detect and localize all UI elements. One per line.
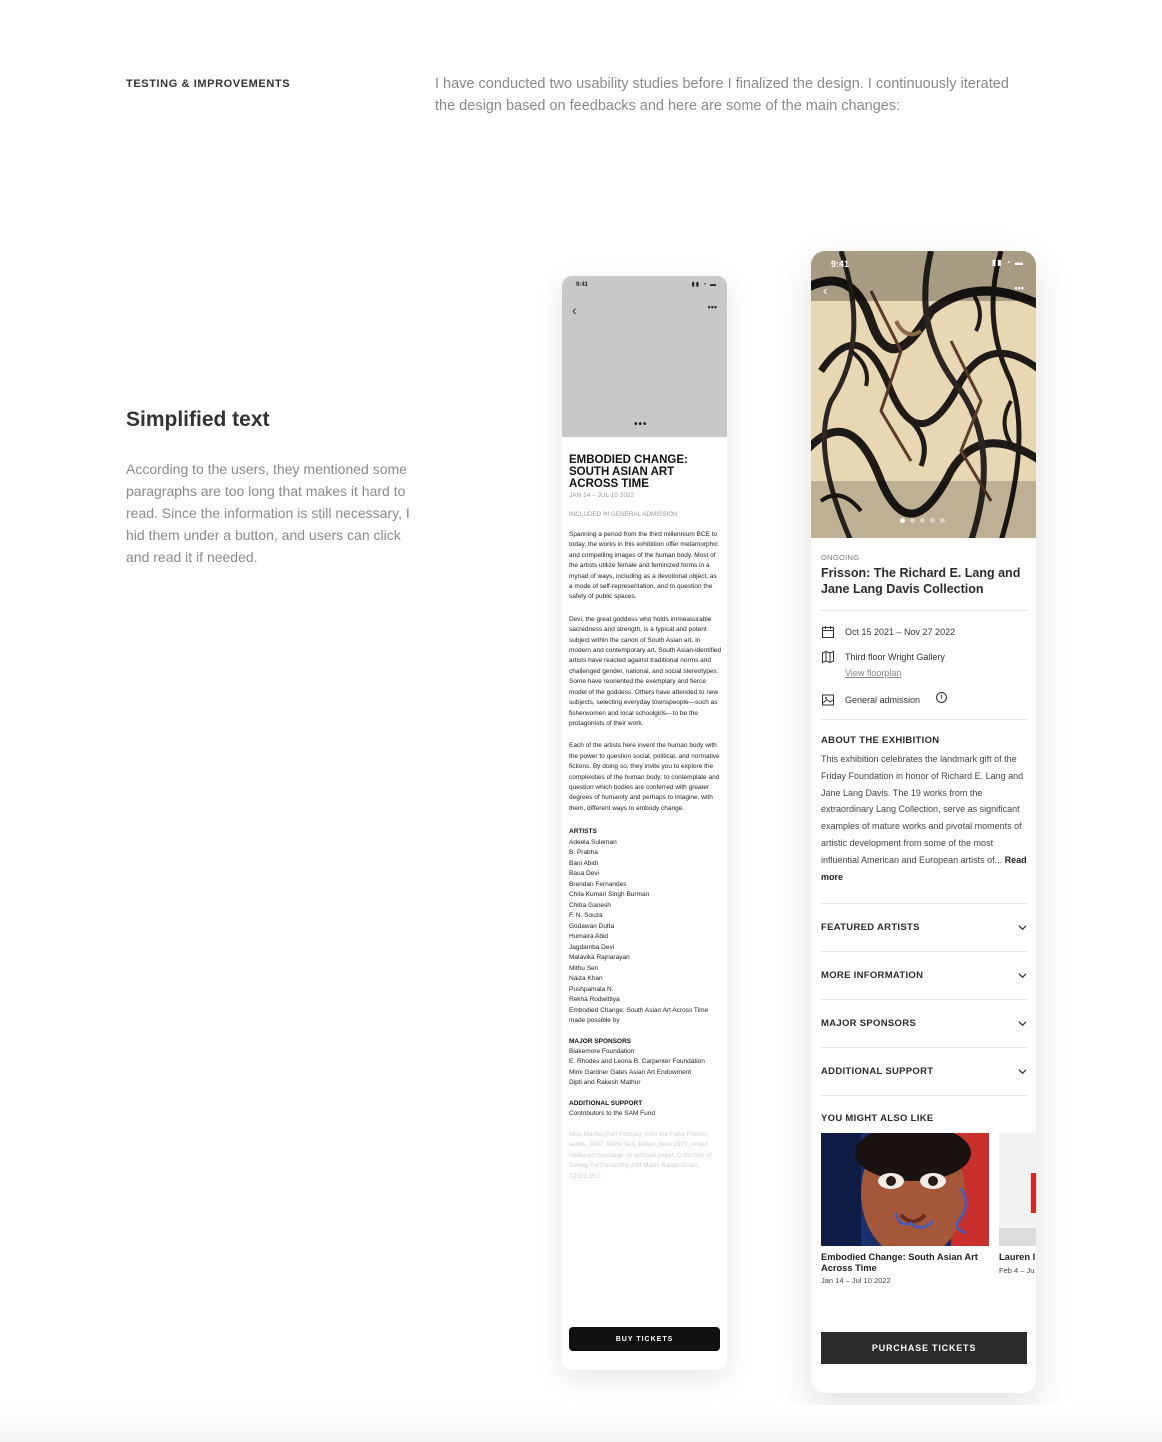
buy-tickets-button[interactable]: BUY TICKETS <box>569 1327 720 1351</box>
gallery-location: Third floor Wright Gallery <box>845 652 945 662</box>
old-list-item: Humaira Abid <box>569 933 609 941</box>
about-body: This exhibition celebrates the landmark gift of the Friday Foundation in honor of Richard E. Lang and Jane Lang Davis. The 19 works from the extraordinary Lang Collection, serve as significant examples of mature works and pivotal moments of artistic development from some of the most influential American and European artists of... <box>821 754 1024 865</box>
old-list-item: Blakemore Foundation <box>569 1047 635 1055</box>
chevron-down-icon <box>1018 923 1027 932</box>
old-list-item: F. N. Souza <box>569 912 603 920</box>
about-text <box>821 751 1027 885</box>
location-row <box>821 649 1027 665</box>
page-dot[interactable] <box>940 518 945 523</box>
status-badge: ONGOING <box>821 553 860 562</box>
recommendation-card[interactable] <box>821 1133 989 1285</box>
old-list-item: Godawari Dutta <box>569 922 615 930</box>
chevron-down-icon <box>1018 971 1027 980</box>
change-heading: Simplified text <box>126 408 270 431</box>
status-icons: ▮▮ ◔ ▬ <box>691 282 717 288</box>
back-icon[interactable]: ‹ <box>823 283 828 298</box>
old-list-item: B. Prabha <box>569 849 598 857</box>
old-list-item: Jagdamba Devi <box>569 943 615 951</box>
card-image <box>999 1133 1036 1246</box>
old-artists-list <box>569 838 722 1027</box>
accordion-major-sponsors[interactable] <box>821 1000 1027 1047</box>
admission-type: General admission <box>845 695 921 705</box>
card-date: Jan 14 – Jul 10 2022 <box>821 1276 891 1286</box>
accordion-featured-artists[interactable] <box>821 904 1027 951</box>
old-hero-placeholder <box>562 276 727 437</box>
back-icon[interactable]: ‹ <box>572 302 577 318</box>
old-exhibition-dates: JAN 14 – JUL 10 2022 <box>569 492 635 499</box>
old-list-item: Brendan Fernandes <box>569 880 627 888</box>
bottom-fade <box>0 1405 1162 1442</box>
calendar-icon <box>821 625 835 639</box>
dates-row <box>821 624 1027 640</box>
carousel-dots-icon: ••• <box>634 419 648 430</box>
old-list-item: Baua Devi <box>569 870 599 878</box>
status-time: 9:41 <box>576 282 589 288</box>
old-sponsors-list <box>569 1047 722 1089</box>
exhibition-title: Frisson: The Richard E. Lang and Jane Lang Davis Collection <box>821 566 1021 596</box>
accordion-label: ADDITIONAL SUPPORT <box>821 1066 934 1078</box>
exhibition-dates: Oct 15 2021 – Nov 27 2022 <box>845 627 956 637</box>
old-list-item: Mimi Gardner Gates Asian Art Endowment <box>569 1068 692 1076</box>
status-icons: ▮▮ ◔ ▬ <box>991 258 1024 267</box>
chevron-down-icon <box>1018 1019 1027 1028</box>
old-list-item: made possible by <box>569 1017 620 1025</box>
old-list-item: Naiza Khan <box>569 975 603 983</box>
admission-row <box>821 692 1027 708</box>
accordion-additional-support[interactable] <box>821 1048 1027 1095</box>
old-list-item: Chila Kumari Singh Burman <box>569 891 650 899</box>
old-list-item: E. Rhodes and Leona B. Carpenter Foundation <box>569 1058 705 1066</box>
carousel-pagination[interactable] <box>900 518 945 523</box>
old-list-item: Pushpamala N. <box>569 985 614 993</box>
old-list-item: Malavika Rajnarayan <box>569 954 630 962</box>
accordion-label: MAJOR SPONSORS <box>821 1018 916 1030</box>
old-list-item: Rekha Rodwittiya <box>569 996 620 1004</box>
old-sponsors-heading: MAJOR SPONSORS <box>569 1037 632 1045</box>
card-title: Lauren I <box>999 1252 1036 1263</box>
old-list-item: Dipti and Rakesh Mathur <box>569 1079 641 1087</box>
old-list-item: Contributors to the SAM Fund <box>569 1110 655 1118</box>
card-image <box>821 1133 989 1246</box>
purchase-tickets-button[interactable]: PURCHASE TICKETS <box>821 1332 1027 1364</box>
map-icon <box>821 650 835 664</box>
more-icon[interactable]: ••• <box>1014 283 1024 293</box>
page-dot[interactable] <box>910 518 915 523</box>
page-dot[interactable] <box>920 518 925 523</box>
accordion-more-information[interactable] <box>821 952 1027 999</box>
recommendation-card[interactable] <box>999 1133 1036 1275</box>
page-dot[interactable] <box>930 518 935 523</box>
chevron-down-icon <box>1018 1067 1027 1076</box>
page-dot-active[interactable] <box>900 518 905 523</box>
old-list-item: Adeela Suleman <box>569 838 617 846</box>
old-image-caption: Miss Macho (Self Portrait), from the False Friends series, 2007, Mithu Sen, Indian, born 1971, mixed media photocollage on archival paper, Collection of Sanjay Parthasarathy and Malini Balakrishnan, T2021.15.2 <box>569 1130 712 1180</box>
old-paragraph: Each of the artists here invent the human body with the power to question social, political, and normative fictions. By doing so, they invite you to explore the complexities of the human body: to contemplate and question which bodies are conferred with greater degrees of humanity and perhaps to imagine, with them, different ways to embody change. <box>569 742 720 812</box>
old-list-item: Embodied Change: South Asian Art Across Time <box>569 1006 709 1014</box>
ticket-image-icon <box>821 693 835 707</box>
section-label: TESTING & IMPROVEMENTS <box>126 78 291 90</box>
old-support-list <box>569 1109 722 1120</box>
accordion-label: FEATURED ARTISTS <box>821 922 920 934</box>
old-paragraph: Devi, the great goddess who holds immeasurable sacredness and strength, is a typical and potent subject within the canon of South Asian art. In modern and contemporary art, South Asian-identified artists have reacted against traditional norms and challenged gender, national, and social stereotypes. Some have reoriented the exemplary and fierce model of the goddess. Others have attended to new subjects, selecting everyday townspeople—such as fisherwomen and local schoolgirls—to be the protagonists of their work. <box>569 615 722 727</box>
accordion-label: MORE INFORMATION <box>821 970 924 982</box>
about-heading: ABOUT THE EXHIBITION <box>821 735 940 746</box>
card-title: Embodied Change: South Asian Art Across Time <box>821 1252 978 1273</box>
old-list-item: Mithu Sen <box>569 964 599 972</box>
old-admission-note: INCLUDED IN GENERAL ADMISSION <box>569 511 678 518</box>
more-icon[interactable]: ••• <box>707 302 717 312</box>
old-support-heading: ADDITIONAL SUPPORT <box>569 1099 643 1107</box>
intro-text: I have conducted two usability studies before I finalized the design. I continuously iterated the design based on feedbacks and here are some of the main changes: <box>435 76 1009 114</box>
view-floorplan-link[interactable]: View floorplan <box>845 668 902 678</box>
old-list-item: Bani Abidi <box>569 859 598 867</box>
old-exhibition-title: EMBODIED CHANGE: SOUTH ASIAN ART ACROSS TIME <box>569 454 688 490</box>
status-time: 9:41 <box>831 259 850 269</box>
new-phone-mockup <box>811 251 1036 1393</box>
also-like-heading: YOU MIGHT ALSO LIKE <box>821 1113 934 1125</box>
old-list-item: Chitra Ganesh <box>569 901 611 909</box>
change-description: According to the users, they mentioned some paragraphs are too long that makes it hard to read. Since the information is still necessary, I hid them under a button, and users can click and read it if needed. <box>126 461 410 565</box>
recommendation-carousel[interactable] <box>821 1133 1036 1293</box>
old-paragraph: Spanning a period from the third millennium BCE to today, the works in this exhibition offer metamorphic and compelling images of the human body. Most of the artists utilize female and feminized forms in a myriad of ways, including as a devotional object, as a mode of self-representation, and to question the safety of public spaces. <box>569 531 718 601</box>
read-more-link[interactable]: Read more <box>821 854 1027 882</box>
old-artists-heading: ARTISTS <box>569 828 597 836</box>
info-icon[interactable]: i <box>936 692 947 703</box>
card-date: Feb 4 – Ju <box>999 1265 1035 1275</box>
hero-artwork-image[interactable] <box>811 251 1036 538</box>
old-phone-mockup <box>562 276 727 1370</box>
